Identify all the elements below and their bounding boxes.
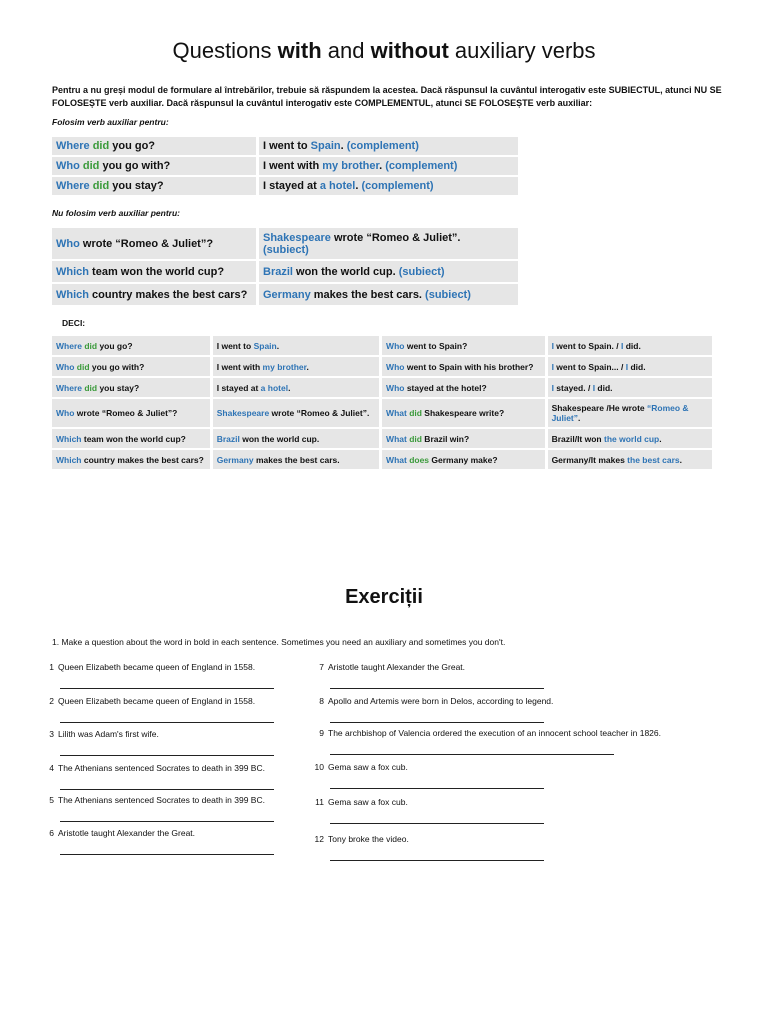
answer-line[interactable]	[60, 789, 274, 790]
exercise-sentence: The archbishop of Valencia ordered the execution of an innocent school teacher in 1826.	[328, 728, 661, 738]
subheading-with-auxiliary: Folosim verb auxiliar pentru:	[52, 117, 169, 127]
question-cell: Where did you go?	[52, 336, 213, 355]
table-row	[52, 157, 518, 175]
question-cell: Where did you go?	[52, 137, 259, 155]
exercise-number: 3	[49, 729, 54, 739]
table-row	[52, 137, 518, 155]
answer-line[interactable]	[330, 860, 544, 861]
answer-cell: Shakespeare wrote “Romeo & Juliet”.	[213, 399, 382, 427]
table-row	[52, 228, 518, 259]
exercise-number: 4	[49, 763, 54, 773]
answer-cell: I stayed at a hotel.	[213, 378, 382, 397]
table-without-auxiliary	[52, 226, 518, 307]
intro-paragraph: Pentru a nu greși modul de formulare al întrebărilor, trebuie să răspundem la acestea. Dacă răspunsul la cuvântul interogativ este SUBIECTUL, atunci NU SE FOLOSEȘTE verb auxiliar. Dacă răspunsul la cuvântul interogativ este COMPLEMENTUL, atunci SE FOLOSEȘTE verb auxiliar:	[52, 85, 722, 108]
table-row	[52, 450, 712, 469]
table-row	[52, 429, 712, 448]
exercise-item	[314, 834, 409, 844]
question-cell: Which team won the world cup?	[52, 429, 213, 448]
exercise-sentence: Lilith was Adam's first wife.	[58, 729, 159, 739]
object-question-cell: What did Brazil win?	[382, 429, 548, 448]
answer-line[interactable]	[60, 854, 274, 855]
object-question-cell: What does Germany make?	[382, 450, 548, 469]
answer-cell: Brazil won the world cup. (subiect)	[259, 261, 518, 282]
answer-cell: I went to Spain. (complement)	[259, 137, 518, 155]
subheading-without-auxiliary: Nu folosim verb auxiliar pentru:	[52, 208, 180, 218]
question-cell: Which team won the world cup?	[52, 261, 259, 282]
answer-cell: Brazil won the world cup.	[213, 429, 382, 448]
exercise-number: 8	[319, 696, 324, 706]
answer-line[interactable]	[60, 688, 274, 689]
exercise-sentence: Apollo and Artemis were born in Delos, according to legend.	[328, 696, 554, 706]
exercise-number: 5	[49, 795, 54, 805]
question-cell: Which country makes the best cars?	[52, 450, 213, 469]
page-title: Questions with and without auxiliary verbs	[172, 38, 596, 63]
short-answer-cell: I went to Spain. / I did.	[548, 336, 712, 355]
exercise-sentence: The Athenians sentenced Socrates to death in 399 BC.	[58, 763, 265, 773]
question-cell: Where did you stay?	[52, 177, 259, 195]
answer-cell: I went with my brother. (complement)	[259, 157, 518, 175]
exercise-item	[314, 762, 408, 772]
exercise-item	[314, 728, 661, 738]
answer-cell: Germany makes the best cars. (subiect)	[259, 284, 518, 305]
exercise-number: 12	[314, 834, 324, 844]
exercise-sentence: Queen Elizabeth became queen of England in 1558.	[58, 662, 256, 672]
answer-line[interactable]	[330, 788, 544, 789]
short-answer-cell: I went to Spain... / I did.	[548, 357, 712, 376]
exercises-title: Exerciții	[345, 586, 423, 608]
answer-line[interactable]	[330, 754, 614, 755]
short-answer-cell: Shakespeare /He wrote “Romeo & Juliet”.	[548, 399, 712, 427]
answer-cell: I stayed at a hotel. (complement)	[259, 177, 518, 195]
question-cell: Who did you go with?	[52, 357, 213, 376]
table-row	[52, 357, 712, 376]
exercise-item	[314, 797, 408, 807]
table-row	[52, 284, 518, 305]
exercise-sentence: Gema saw a fox cub.	[328, 797, 408, 807]
exercise-item	[44, 662, 255, 672]
object-question-cell: What did Shakespeare write?	[382, 399, 548, 427]
exercise-number: 7	[319, 662, 324, 672]
question-cell: Who wrote “Romeo & Juliet”?	[52, 399, 213, 427]
answer-line[interactable]	[330, 823, 544, 824]
answer-line[interactable]	[330, 688, 544, 689]
table-summary	[52, 334, 712, 471]
question-cell: Which country makes the best cars?	[52, 284, 259, 305]
deci-label: DECI:	[62, 318, 86, 328]
table-row	[52, 261, 518, 282]
exercise-item	[44, 696, 255, 706]
exercise-number: 11	[315, 797, 324, 807]
exercise-sentence: The Athenians sentenced Socrates to death in 399 BC.	[58, 795, 265, 805]
exercise-number: 2	[49, 696, 54, 706]
exercise-instruction: 1. Make a question about the word in bold in each sentence. Sometimes you need an auxiliary and sometimes you don't.	[52, 637, 506, 647]
short-answer-cell: I stayed. / I did.	[548, 378, 712, 397]
exercise-number: 9	[319, 728, 324, 738]
answer-line[interactable]	[60, 722, 274, 723]
table-row	[52, 378, 712, 397]
exercise-sentence: Queen Elizabeth became queen of England in 1558.	[58, 696, 256, 706]
table-row	[52, 336, 712, 355]
answer-cell: I went to Spain.	[213, 336, 382, 355]
exercise-sentence: Aristotle taught Alexander the Great.	[328, 662, 466, 672]
subject-question-cell: Who stayed at the hotel?	[382, 378, 548, 397]
exercise-number: 6	[49, 828, 54, 838]
exercise-number: 10	[314, 762, 324, 772]
exercise-item	[44, 729, 159, 739]
exercise-sentence: Gema saw a fox cub.	[328, 762, 408, 772]
exercise-sentence: Tony broke the video.	[328, 834, 409, 844]
exercise-item	[44, 763, 265, 773]
short-answer-cell: Germany/It makes the best cars.	[548, 450, 712, 469]
answer-cell: Shakespeare wrote “Romeo & Juliet”. (subiect)	[259, 228, 518, 259]
answer-line[interactable]	[60, 755, 274, 756]
exercise-number: 1	[49, 662, 54, 672]
exercise-sentence: Aristotle taught Alexander the Great.	[58, 828, 196, 838]
answer-cell: Germany makes the best cars.	[213, 450, 382, 469]
exercise-item	[44, 828, 195, 838]
answer-line[interactable]	[60, 821, 274, 822]
answer-cell: I went with my brother.	[213, 357, 382, 376]
table-row	[52, 399, 712, 427]
table-with-auxiliary	[52, 135, 518, 197]
short-answer-cell: Brazil/It won the world cup.	[548, 429, 712, 448]
exercise-item	[44, 795, 265, 805]
answer-line[interactable]	[330, 722, 544, 723]
table-row	[52, 177, 518, 195]
question-cell: Who did you go with?	[52, 157, 259, 175]
subject-question-cell: Who went to Spain?	[382, 336, 548, 355]
question-cell: Where did you stay?	[52, 378, 213, 397]
exercise-item	[314, 696, 553, 706]
question-cell: Who wrote “Romeo & Juliet”?	[52, 228, 259, 259]
subject-question-cell: Who went to Spain with his brother?	[382, 357, 548, 376]
exercise-item	[314, 662, 465, 672]
